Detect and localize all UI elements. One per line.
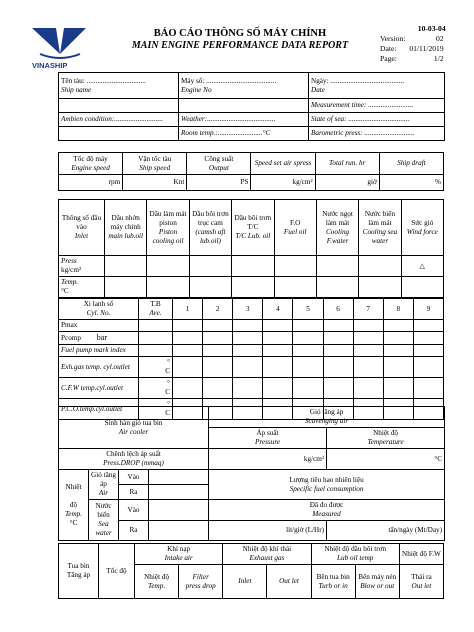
pressure-en: Pressure [255,438,281,446]
pcomp-1[interactable] [173,332,203,345]
engine-speed-vn: Tốc độ máy [73,154,108,163]
document-code: 10-03-04 [417,24,446,33]
cyl-7-header: 7 [353,299,383,320]
inlet-temp-2[interactable] [147,277,189,298]
exh-8[interactable] [383,357,413,378]
fpi-9[interactable] [413,345,443,357]
ship-name-label: Tên tàu: ................................. [61,76,146,85]
exh-3[interactable] [233,357,263,378]
khi-thai-vn: Nhiệt độ khí thải [242,545,292,553]
engine-speed-input[interactable] [59,175,123,191]
tan-ngay-unit: tấn/ngày (Mt/Day) [388,526,443,534]
filter-en: press drop [185,581,216,590]
ship-name-en: Ship name [61,85,92,94]
pmax-6[interactable] [323,320,353,332]
speed-table [58,152,444,191]
cyl-9-header: 9 [413,299,443,320]
knt-unit: Knt [173,178,185,186]
delta-icon: △ [419,261,426,270]
fpi-2[interactable] [203,345,233,357]
camshaft-vn: Dầu bôi trơn trục cam [192,209,229,227]
temperature-vn: Nhiệt độ [373,429,399,437]
air-ra: Ra [119,485,149,500]
cooler-table [58,406,445,541]
press-drop-en: Press.DROP (mmaq) [103,459,164,467]
engine-no-en: Engine No [181,85,212,94]
press-drop-vn: Chênh lệch áp suất [106,450,161,458]
output-en: Output [208,163,229,172]
date-value: 01/11/2019 [409,44,444,53]
speed-set-air-input[interactable] [251,175,315,191]
cfw-6[interactable] [323,378,353,399]
pcomp-5[interactable] [293,332,323,345]
pcomp-2[interactable] [203,332,233,345]
temp-label: Temp. [61,278,79,286]
measured-en: Measured [312,510,341,518]
fpi-5[interactable] [293,345,323,357]
deg-c-label: °C [69,518,78,527]
pcomp-6[interactable] [323,332,353,345]
exhaust-inlet: Inlet [223,565,267,599]
fpi-3[interactable] [233,345,263,357]
inlet-label-en: Inlet [74,232,89,240]
cfw-c: C [165,388,170,396]
pco-label: P.C.O.temp.cyl.outlet [59,399,139,420]
pressure-vn: Áp suất [256,429,279,437]
weather-field[interactable]: Weather:...................................... [179,113,309,127]
cooling-sw-vn: Nước biển làm mát [364,209,396,227]
cyl-5-header: 5 [293,299,323,320]
cooling-sw-en: Cooling sea water [362,227,398,245]
exh-gas-label: Exh.gas temp. cyl.outlet [59,357,139,378]
fw-out-vn: Thải ra [411,572,432,581]
inlet-table [58,199,444,298]
inlet-temp-5[interactable] [274,277,316,298]
exh-c: C [165,367,170,375]
sea-water-en: Sea water [95,520,112,537]
cfw-deg: ° [167,379,170,387]
khi-nap-en: Intake air [164,554,193,562]
exh-5[interactable] [293,357,323,378]
inlet-press-6[interactable] [316,256,358,277]
scav-kg-unit: kg/cm² [303,454,325,463]
inlet-press-5[interactable] [274,256,316,277]
turbocharger-table [58,543,444,599]
pmax-2[interactable] [203,320,233,332]
tua-bin-label: Tua bin Tăng áp [59,544,99,599]
sw-ra: Ra [119,521,149,541]
version-label: Version: [380,34,406,43]
logo-text: VINASHIP [32,61,68,70]
fpi-6[interactable] [323,345,353,357]
cyl-4-header: 4 [263,299,293,320]
fpi-4[interactable] [263,345,293,357]
tc-lub-vn: Dầu bôi trơn T/C [234,214,272,231]
cfw-7[interactable] [353,378,383,399]
cyl-8-header: 8 [383,299,413,320]
sw-in-input[interactable] [149,500,209,521]
rpm-unit: rpm [108,178,121,186]
nhiet-do-fw: Nhiệt độ F.W [399,544,443,565]
sw-out-input[interactable] [149,521,209,541]
scav-temp-input[interactable] [327,449,445,470]
vinaship-logo [30,24,88,64]
intake-temp-vn: Nhiệt độ [144,572,170,581]
pcomp-ave[interactable] [139,332,173,345]
main-lub-oil-en: main lub.oil [108,232,144,240]
inlet-temp-1[interactable] [105,277,147,298]
measurement-time-field[interactable]: Measurement time: ......................... [309,99,445,113]
blower-side-vn: Bên máy nén [358,572,397,581]
air-vao: Vào [119,470,149,485]
state-of-sea-field[interactable]: State of sea: .................................. [309,113,445,127]
ship-speed-vn: Vận tốc tàu [138,154,172,163]
cfw-label: C.F.W temp.cyl.outlet [59,378,139,399]
ave-vn: T.B [150,300,161,308]
cylinder-table [58,298,444,420]
fuel-cons-vn: Lượng tiêu hao nhiên liệu [289,475,364,484]
inlet-label-vn: Thông số đầu vào [61,214,102,231]
fpi-8[interactable] [383,345,413,357]
turbin-side-vn: Bên tua bin [316,572,350,581]
wind-force-input[interactable] [401,256,443,277]
nuoc-bien: Nước biển [95,502,112,519]
bar-unit: bar [96,333,107,342]
ambient-condition-field[interactable]: Ambien condition:........................... [59,113,179,127]
room-temp-field[interactable]: Room temp.:.........................°C [179,127,309,141]
piston-cooling-vn: Dầu làm mát piston [149,209,187,227]
lit-per-hour-input[interactable] [209,521,327,541]
cfw-8[interactable] [383,378,413,399]
cooler-block [58,406,444,541]
air-cooler-vn: Sinh hàn gió tua bin [104,418,163,427]
turbin-side-en: Turb or in [318,581,348,590]
temp-abbr: Temp. [64,509,83,518]
air-en: Air [98,489,109,497]
inlet-block [58,199,444,298]
lit-gio-unit: lít/giờ (L/Hr) [286,526,325,534]
document-meta [378,24,446,64]
fpi-1[interactable] [173,345,203,357]
cfw-1[interactable] [173,378,203,399]
output-input[interactable] [187,175,251,191]
inlet-temp-6[interactable] [316,277,358,298]
cooling-fw-vn: Nước ngọt làm mát [322,209,353,227]
inlet-press-4[interactable] [232,256,274,277]
toc-do-label: Tốc độ [99,544,135,599]
inlet-temp-3[interactable] [189,277,231,298]
pcomp-8[interactable] [383,332,413,345]
speed-set-air-header: Speed set air spress [251,153,315,175]
ship-info-block [58,72,444,141]
pcomp-4[interactable] [263,332,293,345]
pcomp-label: Pcomp [61,334,81,342]
fuel-oil-vn: F.O [289,218,301,227]
fuel-pump-label: Fuel pump mark index [59,345,139,357]
ton-per-day-input[interactable] [327,521,445,541]
pmax-4[interactable] [263,320,293,332]
air-cooler-en: Air cooler [118,427,149,436]
pco-c: C [165,409,170,417]
page-value: 1/2 [433,54,444,63]
exh-6[interactable] [323,357,353,378]
cyl-1-header: 1 [173,299,203,320]
inlet-press-2[interactable] [147,256,189,277]
total-run-hr-input[interactable] [315,175,379,191]
main-lub-oil-vn: Dầu nhờn máy chính [110,214,141,231]
cylinder-block [58,298,444,420]
cfw-3[interactable] [233,378,263,399]
gio-tang-ap: Gió tăng áp [91,471,116,488]
ship-draft-header: Ship draft [379,153,443,175]
fuel-oil-en: Fuel oil [283,227,307,236]
date-label: Date: [380,44,397,53]
do-label: độ [69,500,78,509]
nhiet-label: Nhiệt [65,482,82,491]
camshaft-en: (camsh aft lub.oil) [195,227,226,245]
filter-vn: Filter [192,572,209,581]
pmax-3[interactable] [233,320,263,332]
inlet-press-3[interactable] [189,256,231,277]
cyl-no-en: Cyl. No. [86,309,111,317]
measured-vn: Đã đo được [309,501,344,509]
temp-unit: °C [61,287,69,295]
engine-no-field[interactable] [179,73,309,99]
cyl-6-header: 6 [323,299,353,320]
speed-block [58,152,444,191]
output-vn: Công suất [204,154,234,163]
inlet-temp-8[interactable] [401,277,443,298]
ship-speed-en: Ship speed [139,163,171,172]
pmax-ave[interactable] [139,320,173,332]
hour-unit: giờ [367,178,377,186]
total-run-hr-header: Total run. hr [315,153,379,175]
pmax-label: Pmax [59,320,139,332]
intake-temp-en: Temp. [148,581,166,590]
ave-en: Ave. [149,309,162,317]
cfw-4[interactable] [263,378,293,399]
kgcm2-unit: kg/cm² [292,178,313,186]
tc-lub-en: T/C Lub. oil [235,232,271,240]
inlet-temp-7[interactable] [359,277,401,298]
day-en: Date [311,85,325,94]
inlet-press-1[interactable] [105,256,147,277]
cfw-2[interactable] [203,378,233,399]
pmax-8[interactable] [383,320,413,332]
exh-1[interactable] [173,357,203,378]
wind-force-vn: Sức gió [411,218,434,227]
engine-no-label: Máy số: ....................................... [181,76,277,85]
page-label: Page: [380,54,397,63]
cyl-2-header: 2 [203,299,233,320]
barometric-press-field[interactable]: Barometric press: ............................ [309,127,445,141]
fw-out-en: Out let [411,581,432,590]
cyl-3-header: 3 [233,299,263,320]
air-out-input[interactable] [149,485,209,500]
pmax-9[interactable] [413,320,443,332]
exh-4[interactable] [263,357,293,378]
pcomp-3[interactable] [233,332,263,345]
percent-unit: % [435,178,441,186]
scav-air-en: Scavenging air [304,417,349,425]
exhaust-outlet: Out let [267,565,311,599]
ship-draft-input[interactable] [379,175,443,191]
date-field[interactable] [309,73,445,99]
turbocharger-block [58,543,444,599]
inlet-press-7[interactable] [359,256,401,277]
ps-unit: PS [240,178,249,186]
fpi-ave[interactable] [139,345,173,357]
exh-2[interactable] [203,357,233,378]
press-label: Press [61,257,77,265]
ship-speed-input[interactable] [123,175,187,191]
air-in-input[interactable] [149,470,209,485]
pco-deg: ° [167,400,170,408]
version-value: 02 [436,34,444,43]
cyl-no-vn: Xi lanh số [83,300,114,308]
ship-info-table [58,72,445,141]
cfw-9[interactable] [413,378,443,399]
exh-9[interactable] [413,357,443,378]
scav-pressure-input[interactable] [209,449,327,470]
exh-7[interactable] [353,357,383,378]
boi-tron-en: Lub oil temp [337,554,374,562]
khi-thai-en: Exhaust gas [249,554,285,562]
scav-air-vn: Gió tăng áp [309,408,344,416]
report-subtitle: MAIN ENGINE PERFORMANCE DATA REPORT [131,40,349,51]
fpi-7[interactable] [353,345,383,357]
pmax-5[interactable] [293,320,323,332]
khi-nap-vn: Khí nạp [167,545,191,553]
ship-name-field[interactable] [59,73,179,99]
piston-cooling-en: Piston cooling oil [152,227,184,245]
wind-force-en: Wind force [406,227,438,236]
cfw-5[interactable] [293,378,323,399]
day-label: Ngày: ......................................... [311,76,405,85]
fuel-cons-en: Specific fuel consumption [289,484,364,493]
pcomp-7[interactable] [353,332,383,345]
inlet-temp-4[interactable] [232,277,274,298]
pcomp-9[interactable] [413,332,443,345]
pmax-7[interactable] [353,320,383,332]
boi-tron-vn: Nhiệt độ dầu bôi trơn [324,545,387,553]
blower-side-en: Blow or out [360,581,395,590]
scav-deg-unit: °C [434,454,443,463]
sw-vao: Vào [119,500,149,521]
pmax-1[interactable] [173,320,203,332]
report-title: BÁO CÁO THÔNG SỐ MÁY CHÍNH [153,28,327,39]
engine-speed-en: Engine speed [71,163,110,172]
cooling-fw-en: Cooling F.water [325,227,350,245]
temperature-en: Temperature [367,438,404,446]
press-unit: kg/cm² [61,266,82,274]
exh-deg: ° [167,358,170,366]
